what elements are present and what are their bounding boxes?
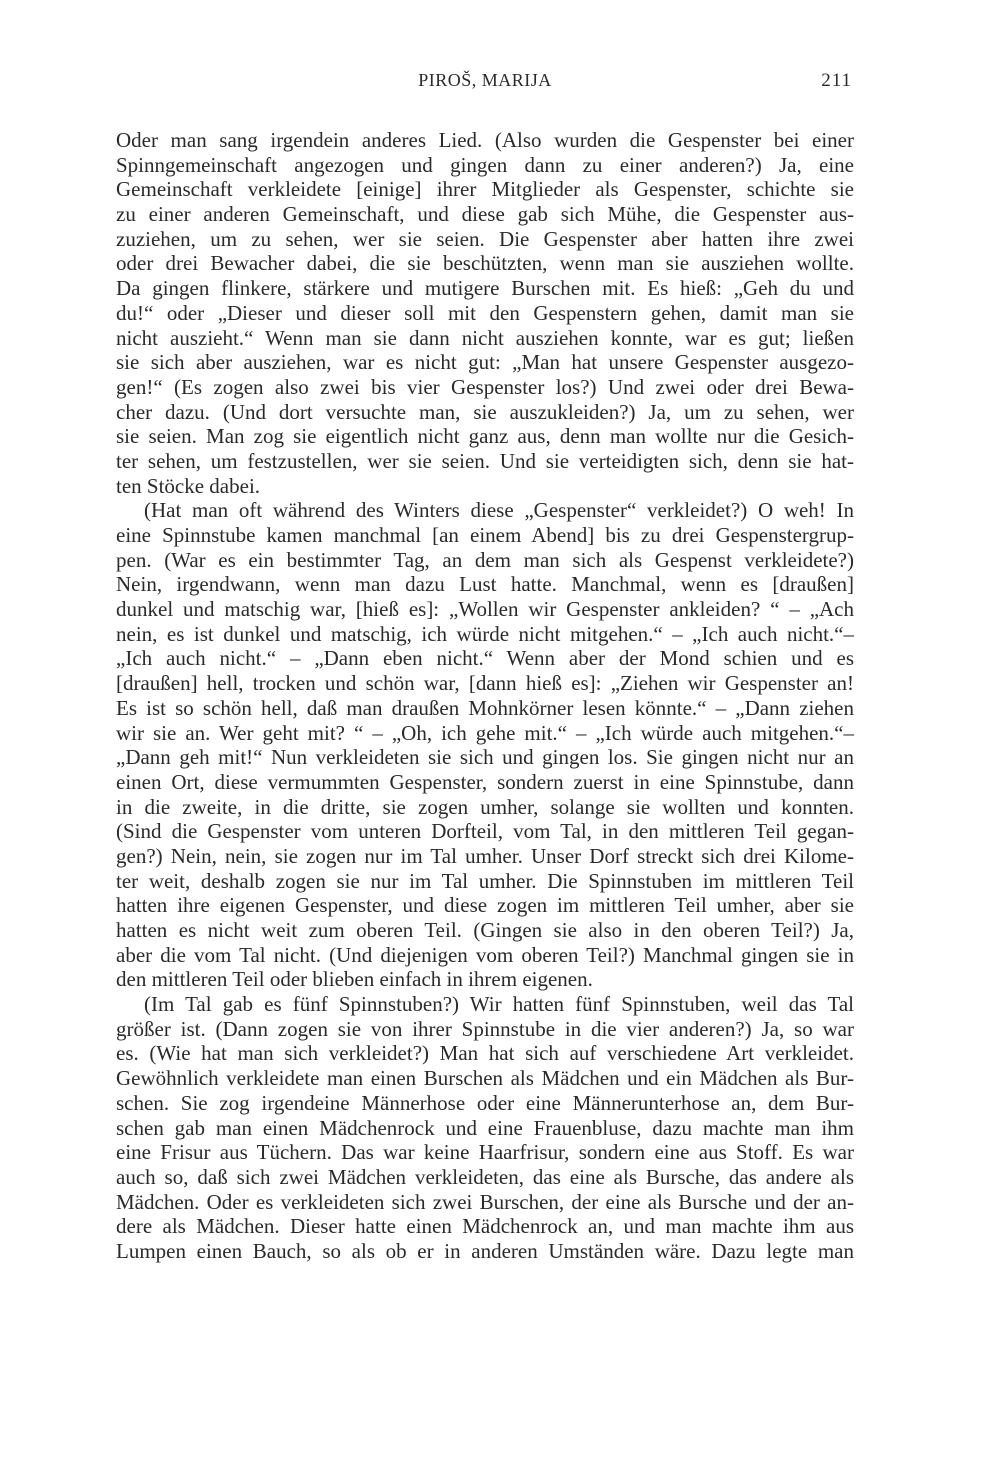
text-line: Nein, irgendwann, wenn man dazu Lust hatte. Manchmal, wenn es [draußen] (116, 572, 854, 597)
text-line: „Ich auch nicht.“ – „Dann eben nicht.“ Wenn aber der Mond schien und es (116, 646, 854, 671)
text-line: Lumpen einen Bauch, so als ob er in anderen Umständen wäre. Dazu legte man (116, 1238, 854, 1263)
text-line: Mädchen. Oder es verkleideten sich zwei Burschen, der eine als Bursche und der an- (116, 1189, 854, 1214)
text-line: (Im Tal gab es fünf Spinnstuben?) Wir hatten fünf Spinnstuben, weil das Tal (144, 992, 854, 1017)
text-line: oder drei Bewacher dabei, die sie beschützten, wenn man sie ausziehen wollte. (116, 251, 854, 276)
text-line: (Sind die Gespenster vom unteren Dorfteil, vom Tal, in den mittleren Teil gegan- (116, 819, 854, 844)
text-line: hatten es nicht weit zum oberen Teil. (Gingen sie also in den oberen Teil?) Ja, (116, 918, 854, 942)
text-line: Es ist so schön hell, daß man draußen Mohnkörner lesen könnte.“ – „Dann ziehen (116, 695, 854, 720)
text-line: nein, es ist dunkel und matschig, ich würde nicht mitgehen.“ – „Ich auch nicht.“– (116, 621, 854, 646)
text-line: Da gingen flinkere, stärkere und mutigere Burschen mit. Es hieß: „Geh du und (116, 276, 854, 301)
text-line: Gewöhnlich verkleidete man einen Burschen als Mädchen und ein Mädchen als Bur- (116, 1066, 854, 1091)
text-line: [draußen] hell, trocken und schön war, [dann hieß es]: „Ziehen wir Gespenster an! (116, 671, 854, 696)
paragraph (116, 992, 854, 1264)
text-line: zuziehen, um zu sehen, wer sie seien. Die Gespenster aber hatten ihre zwei (116, 226, 854, 251)
text-line: den mittleren Teil oder blieben einfach in ihrem eigenen. (116, 967, 593, 992)
text-line: auch so, daß sich zwei Mädchen verkleideten, das eine als Bursche, das andere als (116, 1164, 854, 1189)
text-line: Gemeinschaft verkleidete [einige] ihrer Mitglieder als Gespenster, schichte sie (116, 177, 854, 202)
text-line: (Hat man oft während des Winters diese „Gespenster“ verkleidet?) O weh! In (144, 498, 854, 523)
text-line: sie seien. Man zog sie eigentlich nicht ganz aus, denn man wollte nur die Gesich- (116, 424, 854, 449)
text-line: eine Frisur aus Tüchern. Das war keine Haarfrisur, sondern eine aus Stoff. Es war (116, 1140, 854, 1165)
text-line: sie sich aber ausziehen, war es nicht gut: „Man hat unsere Gespenster ausgezo- (116, 350, 854, 375)
text-line: ten Stöcke dabei. (116, 473, 261, 498)
text-line: zu einer anderen Gemeinschaft, und diese gab sich Mühe, die Gespenster aus- (116, 202, 854, 227)
text-line: dunkel und matschig war, [hieß es]: „Wollen wir Gespenster ankleiden? “ – „Ach (116, 597, 854, 622)
text-line: wir sie an. Wer geht mit? “ – „Oh, ich gehe mit.“ – „Ich würde auch mitgehen.“– (116, 720, 854, 745)
text-line: gen!“ (Es zogen also zwei bis vier Gespenster los?) Und zwei oder drei Bewa- (116, 374, 854, 399)
paragraph (116, 498, 854, 992)
text-line: dere als Mädchen. Dieser hatte einen Mädchenrock an, und man machte ihm aus (116, 1214, 854, 1239)
text-line: aber die vom Tal nicht. (Und diejenigen vom oberen Teil?) Manchmal gingen sie in (116, 942, 854, 967)
text-line: du!“ oder „Dieser und dieser soll mit den Gespenstern gehen, damit man sie (116, 300, 854, 325)
paragraph (116, 128, 854, 498)
text-line: Oder man sang irgendein anderes Lied. (Also wurden die Gespenster bei einer (116, 128, 854, 152)
text-line: gen?) Nein, nein, sie zogen nur im Tal umher. Unser Dorf streckt sich drei Kilome- (116, 843, 854, 868)
text-line: Spinngemeinschaft angezogen und gingen dann zu einer anderen?) Ja, eine (116, 152, 854, 177)
text-line: größer ist. (Dann zogen sie von ihrer Spinnstube in die vier anderen?) Ja, so war (116, 1016, 854, 1041)
page-number: 211 (821, 70, 852, 91)
text-line: einen Ort, diese vermummten Gespenster, sondern zuerst in eine Spinnstube, dann (116, 769, 854, 794)
text-line: ter weit, deshalb zogen sie nur im Tal umher. Die Spinnstuben im mittleren Teil (116, 868, 854, 893)
text-line: nicht auszieht.“ Wenn man sie dann nicht ausziehen konnte, war es gut; ließen (116, 325, 854, 350)
running-head (116, 66, 854, 96)
running-title: PIROŠ, MARIJA (418, 70, 552, 90)
body-text (116, 128, 854, 1264)
text-line: schen. Sie zog irgendeine Männerhose oder eine Männerunterhose an, dem Bur- (116, 1090, 854, 1115)
text-line: eine Spinnstube kamen manchmal [an einem Abend] bis zu drei Gespenstergrup- (116, 523, 854, 547)
text-line: hatten ihre eigenen Gespenster, und diese zogen im mittleren Teil umher, aber sie (116, 893, 854, 918)
text-line: schen gab man einen Mädchenrock und eine Frauenbluse, dazu machte man ihm (116, 1115, 854, 1140)
text-line: es. (Wie hat man sich verkleidet?) Man hat sich auf verschiedene Art verkleidet. (116, 1041, 854, 1066)
text-line: cher dazu. (Und dort versuchte man, sie auszukleiden?) Ja, um zu sehen, wer (116, 399, 854, 424)
text-line: pen. (War es ein bestimmter Tag, an dem man sich als Gespenst verkleidete?) (116, 547, 854, 572)
text-line: „Dann geh mit!“ Nun verkleideten sie sich und gingen los. Sie gingen nicht nur an (116, 745, 854, 770)
text-line: in die zweite, in die dritte, sie zogen umher, solange sie wollten und konnten. (116, 794, 854, 819)
text-line: ter sehen, um festzustellen, wer sie seien. Und sie verteidigten sich, denn sie hat- (116, 448, 854, 473)
